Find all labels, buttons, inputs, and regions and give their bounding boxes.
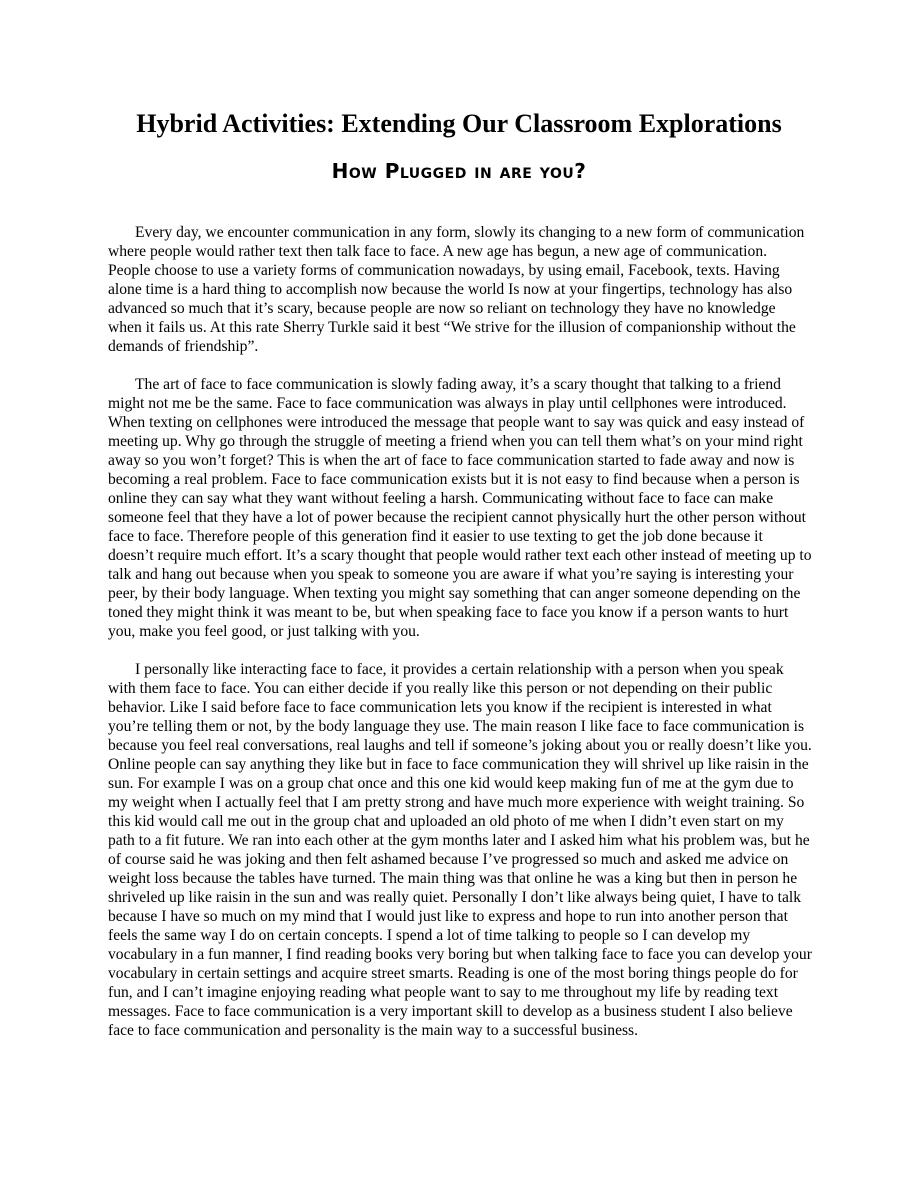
paragraph-1: Every day, we encounter communication in any form, slowly its changing to a new form of communication where people would rather text then talk face to face. A new age has begun, a new age of communication. People choose to use a variety forms of communication nowadays, by using email, Facebook, texts. Having alone time is a hard thing to accomplish now because the world Is now at your fingertips, technology has also advanced so much that it’s scary, because people are now so reliant on technology they have no knowledge when it fails us. At this rate Sherry Turkle said it best “We strive for the illusion of companionship without the demands of friendship”. (108, 224, 805, 355)
paragraph-2: The art of face to face communication is slowly fading away, it’s a scary thought that talking to a friend might not me be the same. Face to face communication was always in play until cellphones were introduced. When texting on cellphones were introduced the message that people want to say was quick and easy instead of meeting up. Why go through the struggle of meeting a friend when you can tell them what’s on your mind right away so you won’t forget? This is when the art of face to face communication started to fade away and now is becoming a real problem. Face to face communication exists but it is not easy to find because when a person is online they can say what they want without feeling a harsh. Communicating without face to face can make someone feel that they have a lot of power because the recipient cannot physically hurt the other person without face to face. Therefore people of this generation find it easier to use texting to get the job done because it doesn’t require much effort. It’s a scary thought that people would rather text each other instead of meeting up to talk and hang out because when you speak to someone you are aware if what you’re saying is interesting your peer, by their body language. When texting you might say something that can anger someone depending on the toned they might think it was meant to be, but when speaking face to face you know if a person wants to hurt you, make you feel good, or just talking with you. (108, 376, 812, 640)
document-title: Hybrid Activities: Extending Our Classroom Explorations (136, 109, 782, 138)
paragraph-3: I personally like interacting face to face, it provides a certain relationship with a person when you speak with them face to face. You can either decide if you really like this person or not depending on their public behavior. Like I said before face to face communication lets you know if the recipient is interested in what you’re telling them or not, by the body language they use. The main reason I like face to face communication is because you feel real conversations, real laughs and tell if someone’s joking about you or really doesn’t like you. Online people can say anything they like but in face to face communication they will shrivel up like raisin in the sun. For example I was on a group chat once and this one kid would keep making fun of me at the gym due to my weight when I actually feel that I am pretty strong and have much more experience with weight training. So this kid would call me out in the group chat and uploaded an old photo of me when I didn’t even start on my path to a fit future. We ran into each other at the gym months later and I asked him what his problem was, but he of course said he was joking and then felt ashamed because I’ve progressed so much and asked me advice on weight loss because the tables have turned. The main thing was that online he was a king but then in person he shriveled up like raisin in the sun and was really quiet. Personally I don’t like always being quiet, I have to talk because I have so much on my mind that I would just like to express and hope to run into another person that feels the same way I do on certain concepts. I spend a lot of time talking to people so I can develop my vocabulary in a fun manner, I find reading books very boring but when talking face to face you can develop your vocabulary in certain settings and acquire street smarts. Reading is one of the most boring things people do for fun, and I can’t imagine enjoying reading what people want to say to me throughout my life by reading text messages. Face to face communication is a very important skill to develop as a business student I also believe face to face communication and personality is the main way to a successful business. (108, 661, 812, 1039)
document-subtitle: How Plugged in are you? (331, 159, 587, 183)
document-body (108, 223, 812, 1059)
